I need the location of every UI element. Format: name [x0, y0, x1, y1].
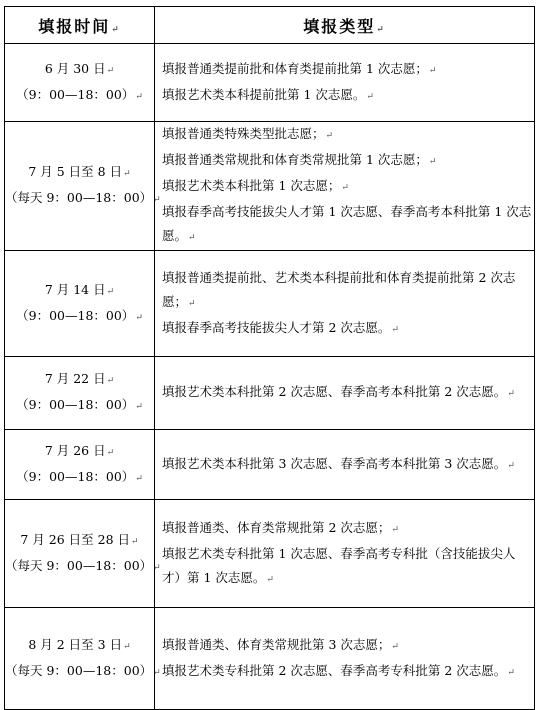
type-line: 填报普通类特殊类型批志愿；↵ — [162, 126, 334, 141]
return-mark-icon: ↵ — [376, 24, 386, 35]
return-mark-icon: ↵ — [135, 312, 143, 323]
type-cell — [155, 44, 535, 122]
type-line: 填报普通类、体育类常规批第 2 次志愿；↵ — [162, 519, 399, 535]
time-hours: （每天 9：00—18：00）↵ — [5, 557, 161, 573]
return-mark-icon: ↵ — [366, 91, 374, 102]
return-mark-icon: ↵ — [188, 233, 196, 243]
return-mark-icon: ↵ — [135, 91, 143, 102]
return-mark-icon: ↵ — [111, 24, 121, 35]
table-row — [5, 608, 535, 710]
return-mark-icon: ↵ — [135, 402, 143, 412]
type-line: 填报艺术类本科批第 3 次志愿、春季高考本科批第 3 次志愿。↵ — [162, 455, 515, 471]
time-cell — [5, 430, 155, 500]
type-cell — [155, 122, 535, 251]
time-hours: （9：00—18：00）↵ — [16, 468, 143, 484]
type-line: 填报艺术类本科提前批第 1 次志愿。↵ — [162, 86, 374, 102]
table-header-row — [5, 7, 535, 44]
return-mark-icon: ↵ — [266, 574, 274, 585]
table-row — [5, 357, 535, 430]
time-cell — [5, 500, 161, 608]
time-date: 7 月 26 日↵ — [44, 442, 115, 458]
type-line: 填报艺术类本科批第 1 次志愿；↵ — [162, 178, 349, 193]
time-cell — [5, 608, 161, 710]
return-mark-icon: ↵ — [153, 562, 161, 573]
return-mark-icon: ↵ — [507, 667, 515, 678]
return-mark-icon: ↵ — [391, 524, 399, 535]
header-time-label: 填报时间 — [38, 16, 111, 36]
time-cell — [5, 122, 161, 251]
table-row — [5, 500, 535, 608]
time-hours: （9：00—18：00）↵ — [16, 86, 143, 102]
return-mark-icon: ↵ — [135, 473, 143, 484]
return-mark-icon: ↵ — [391, 324, 399, 335]
return-mark-icon: ↵ — [106, 376, 115, 386]
time-hours: （每天 9：00—18：00）↵ — [5, 190, 161, 205]
schedule-table — [4, 6, 535, 710]
return-mark-icon: ↵ — [391, 641, 399, 652]
type-line: 填报普通类提前批、艺术类本科提前批和体育类提前批第 2 次志愿；↵ — [162, 269, 516, 309]
return-mark-icon: ↵ — [507, 389, 515, 399]
return-mark-icon: ↵ — [507, 460, 515, 471]
time-date: 7 月 26 日至 28 日↵ — [20, 531, 139, 547]
return-mark-icon: ↵ — [153, 667, 161, 678]
type-line: 填报艺术类本科批第 2 次志愿、春季高考本科批第 2 次志愿。↵ — [162, 384, 515, 399]
type-cell — [155, 608, 535, 710]
type-cell — [155, 357, 535, 430]
type-line: 填报艺术类专科批第 1 次志愿、春季高考专科批（含技能拔尖人才）第 1 次志愿。↵ — [162, 545, 516, 585]
return-mark-icon: ↵ — [428, 157, 437, 167]
header-time — [5, 7, 155, 44]
type-line: 填报春季高考技能拔尖人才第 1 次志愿、春季高考本科批第 1 次志愿。↵ — [162, 204, 532, 243]
table-row — [5, 430, 535, 500]
time-hours: （9：00—18：00）↵ — [16, 397, 143, 412]
table-row — [5, 44, 535, 122]
time-date: 6 月 30 日↵ — [44, 60, 115, 76]
time-hours: （每天 9：00—18：00）↵ — [5, 662, 161, 678]
type-line: 填报普通类常规批和体育类常规批第 1 次志愿；↵ — [162, 152, 437, 167]
return-mark-icon: ↵ — [131, 536, 139, 547]
time-date: 7 月 14 日↵ — [44, 281, 115, 297]
table-row — [5, 251, 535, 357]
type-cell — [155, 251, 535, 357]
return-mark-icon: ↵ — [106, 286, 115, 297]
type-line: 填报普通类提前批和体育类提前批第 1 次志愿；↵ — [162, 60, 437, 76]
type-line: 填报艺术类专科批第 2 次志愿、春季高考专科批第 2 次志愿。↵ — [162, 662, 515, 678]
type-cell — [155, 430, 535, 500]
header-type — [155, 7, 535, 44]
schedule-table-container — [4, 6, 534, 710]
return-mark-icon: ↵ — [153, 195, 161, 205]
type-cell — [155, 500, 535, 608]
return-mark-icon: ↵ — [428, 65, 437, 76]
return-mark-icon: ↵ — [123, 641, 131, 652]
return-mark-icon: ↵ — [325, 131, 334, 141]
time-date: 7 月 5 日至 8 日↵ — [28, 164, 131, 179]
time-cell — [5, 357, 155, 430]
header-type-label: 填报类型 — [303, 16, 376, 36]
return-mark-icon: ↵ — [341, 183, 349, 193]
table-row — [5, 122, 535, 251]
time-date: 7 月 22 日↵ — [44, 371, 115, 386]
return-mark-icon: ↵ — [106, 65, 115, 76]
time-cell — [5, 44, 155, 122]
type-line: 填报春季高考技能拔尖人才第 2 次志愿。↵ — [162, 319, 399, 335]
time-hours: （9：00—18：00）↵ — [16, 307, 143, 323]
time-cell — [5, 251, 155, 357]
type-line: 填报普通类、体育类常规批第 3 次志愿；↵ — [162, 636, 399, 652]
return-mark-icon: ↵ — [123, 169, 131, 179]
return-mark-icon: ↵ — [188, 298, 196, 309]
time-date: 8 月 2 日至 3 日↵ — [28, 636, 131, 652]
return-mark-icon: ↵ — [106, 447, 115, 458]
